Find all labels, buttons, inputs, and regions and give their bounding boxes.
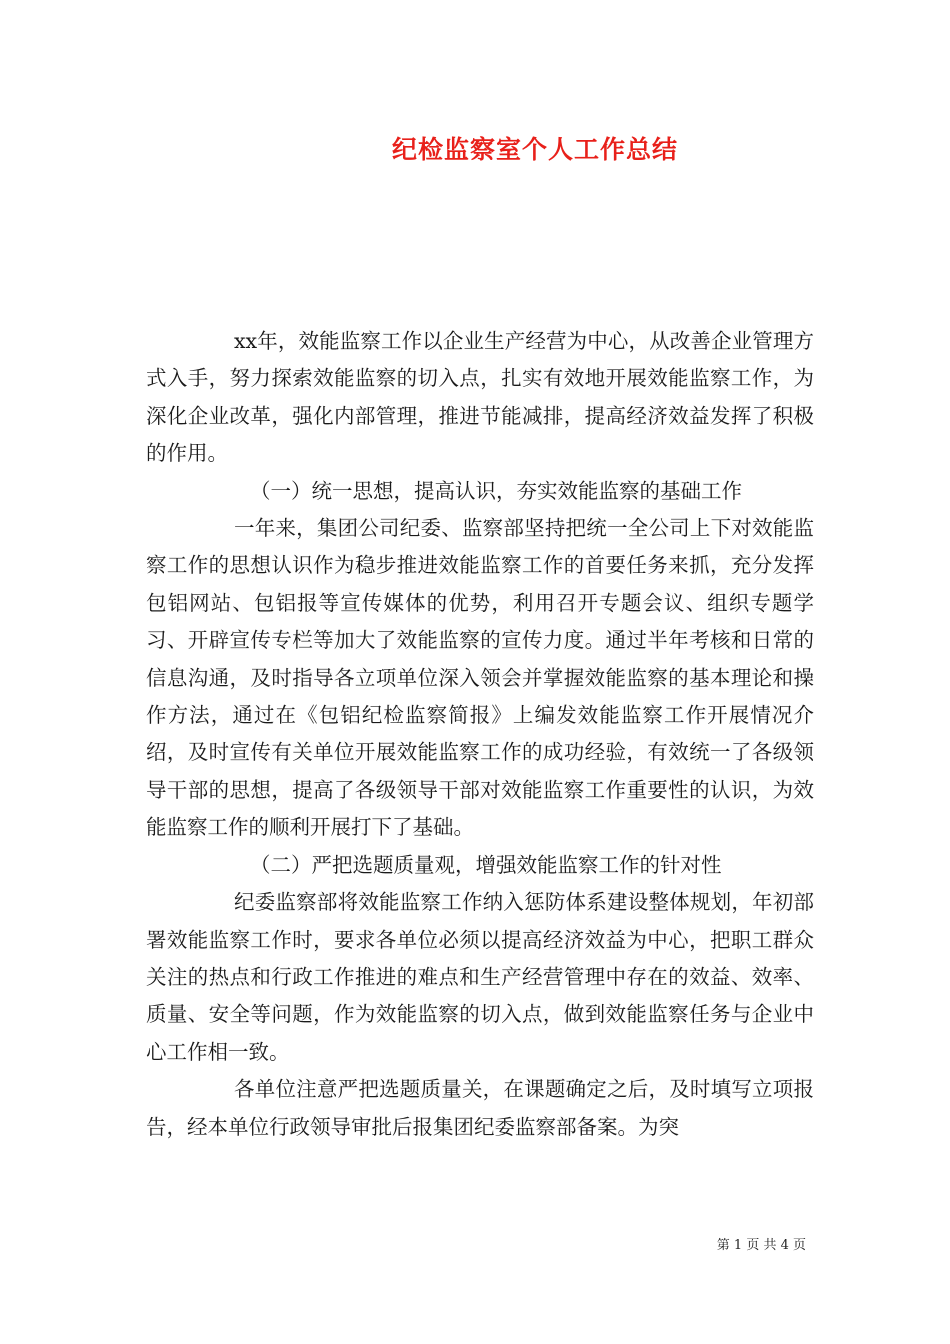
page-number-footer: 第 1 页 共 4 页: [716, 1238, 806, 1253]
section-heading-1: （一）统一思想，提高认识，夯实效能监察的基础工作: [250, 478, 742, 503]
paragraph-section-2-continued: 各单位注意严把选题质量关，在课题确定之后，及时填写立项报告，经本单位行政领导审批后报集团纪委监察部备案。为突: [146, 1077, 814, 1139]
section-heading-2: （二）严把选题质量观，增强效能监察工作的针对性: [250, 852, 722, 877]
document-title: 纪检监察室个人工作总结: [391, 135, 678, 164]
paragraph-section-1: 一年来，集团公司纪委、监察部坚持把统一全公司上下对效能监察工作的思想认识作为稳步推进效能监察工作的首要任务来抓，充分发挥包铝网站、包铝报等宣传媒体的优势，利用召开专题会议、组织专题学习、开辟宣传专栏等加大了效能监察的宣传力度。通过半年考核和日常的信息沟通，及时指导各立项单位深入领会并掌握效能监察的基本理论和操作方法，通过在《包铝纪检监察简报》上编发效能监察工作开展情况介绍，及时宣传有关单位开展效能监察工作的成功经验，有效统一了各级领导干部的思想，提高了各级领导干部对效能监察工作重要性的认识，为效能监察工作的顺利开展打下了基础。: [146, 516, 814, 840]
document-body: [146, 323, 814, 1146]
paragraph-intro: xx年，效能监察工作以企业生产经营为中心，从改善企业管理方式入手，努力探索效能监察的切入点，扎实有效地开展效能监察工作，为深化企业改革，强化内部管理，推进节能减排，提高经济效益发挥了积极的作用。: [146, 329, 814, 466]
paragraph-section-2: 纪委监察部将效能监察工作纳入惩防体系建设整体规划，年初部署效能监察工作时，要求各单位必须以提高经济效益为中心，把职工群众关注的热点和行政工作推进的难点和生产经营管理中存在的效益、效率、质量、安全等问题，作为效能监察的切入点，做到效能监察任务与企业中心工作相一致。: [146, 890, 814, 1064]
